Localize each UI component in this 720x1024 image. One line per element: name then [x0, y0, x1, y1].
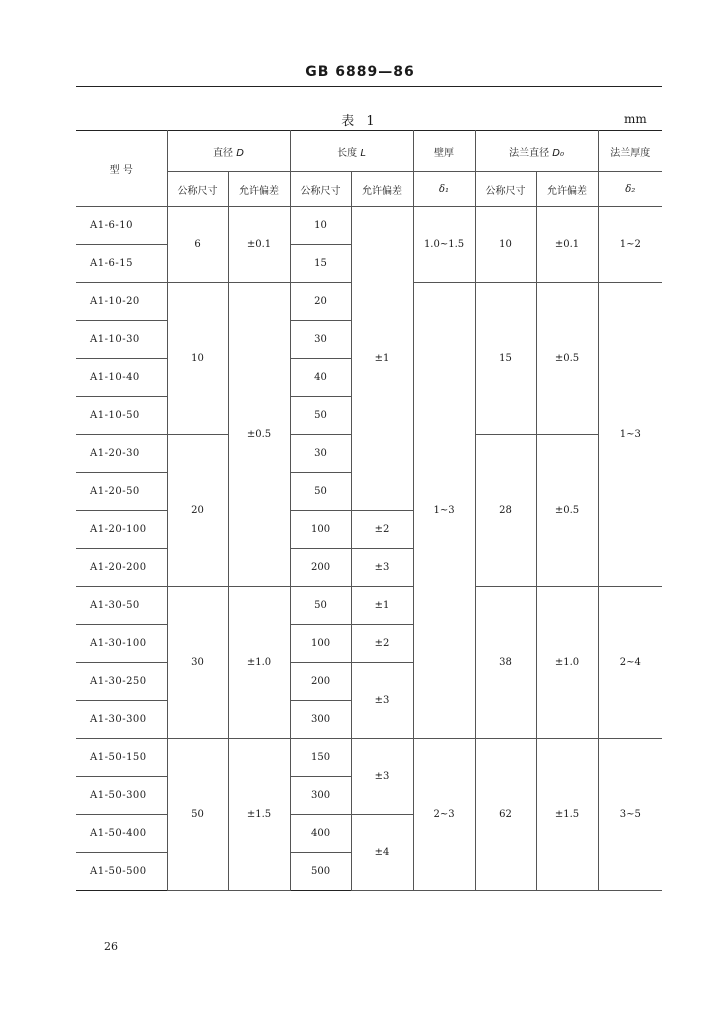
- l-tolerance-cell: ±2: [351, 625, 413, 663]
- d-tolerance-cell: ±1.5: [228, 739, 290, 891]
- header-d0-tolerance: 允许偏差: [536, 172, 598, 207]
- model-cell: A1-30-50: [76, 587, 167, 625]
- model-cell: A1-10-30: [76, 321, 167, 359]
- model-cell: A1-6-10: [76, 207, 167, 245]
- length-cell: 40: [290, 359, 351, 397]
- length-cell: 100: [290, 511, 351, 549]
- length-cell: 200: [290, 549, 351, 587]
- header-d0-nominal: 公称尺寸: [475, 172, 536, 207]
- l-tolerance-cell: ±3: [351, 739, 413, 815]
- l-tolerance-cell: ±1: [351, 207, 413, 511]
- length-cell: 10: [290, 207, 351, 245]
- d0-nominal-cell: 15: [475, 283, 536, 435]
- d-nominal-cell: 10: [167, 283, 228, 435]
- unit-label: mm: [624, 112, 647, 126]
- length-cell: 30: [290, 435, 351, 473]
- length-cell: 20: [290, 283, 351, 321]
- length-cell: 15: [290, 245, 351, 283]
- table-row: [76, 207, 662, 245]
- model-cell: A1-10-40: [76, 359, 167, 397]
- d0-tolerance-cell: ±0.1: [536, 207, 598, 283]
- d0-tolerance-cell: ±1.0: [536, 587, 598, 739]
- model-cell: A1-50-400: [76, 815, 167, 853]
- d-nominal-cell: 20: [167, 435, 228, 587]
- length-cell: 50: [290, 587, 351, 625]
- model-cell: A1-10-50: [76, 397, 167, 435]
- header-l-nominal: 公称尺寸: [290, 172, 351, 207]
- model-cell: A1-30-300: [76, 701, 167, 739]
- length-cell: 300: [290, 701, 351, 739]
- page-number: 26: [104, 940, 118, 953]
- d-tolerance-cell: ±0.1: [228, 207, 290, 283]
- model-cell: A1-30-100: [76, 625, 167, 663]
- model-cell: A1-20-100: [76, 511, 167, 549]
- l-tolerance-cell: ±4: [351, 815, 413, 891]
- model-cell: A1-50-150: [76, 739, 167, 777]
- d-nominal-cell: 30: [167, 587, 228, 739]
- length-cell: 30: [290, 321, 351, 359]
- length-cell: 500: [290, 853, 351, 891]
- flange-thickness-cell: 2~4: [598, 587, 662, 739]
- d0-nominal-cell: 62: [475, 739, 536, 891]
- model-cell: A1-30-250: [76, 663, 167, 701]
- header-d-nominal: 公称尺寸: [167, 172, 228, 207]
- flange-thickness-cell: 3~5: [598, 739, 662, 891]
- header-flange-thickness: 法兰厚度: [598, 131, 662, 172]
- model-cell: A1-50-300: [76, 777, 167, 815]
- l-tolerance-cell: ±3: [351, 549, 413, 587]
- length-cell: 50: [290, 397, 351, 435]
- top-rule: [76, 86, 662, 87]
- d-nominal-cell: 6: [167, 207, 228, 283]
- header-model: 型 号: [76, 131, 167, 207]
- length-cell: 200: [290, 663, 351, 701]
- header-flange-diameter: 法兰直径 D₀: [475, 131, 598, 172]
- spec-table: [76, 130, 662, 891]
- header-wall: 壁厚: [413, 131, 475, 172]
- length-cell: 100: [290, 625, 351, 663]
- standard-code: GB 6889—86: [305, 64, 415, 80]
- d0-tolerance-cell: ±0.5: [536, 283, 598, 435]
- length-cell: 400: [290, 815, 351, 853]
- header-flange-thickness-symbol: δ₂: [598, 172, 662, 207]
- header-row-1: [76, 131, 662, 172]
- header-diameter: 直径 D: [167, 131, 290, 172]
- d0-tolerance-cell: ±1.5: [536, 739, 598, 891]
- d-tolerance-cell: ±1.0: [228, 587, 290, 739]
- model-cell: A1-20-30: [76, 435, 167, 473]
- l-tolerance-cell: ±1: [351, 587, 413, 625]
- d0-nominal-cell: 10: [475, 207, 536, 283]
- l-tolerance-cell: ±2: [351, 511, 413, 549]
- table-title: 表 1: [341, 114, 379, 129]
- table-row: [76, 739, 662, 777]
- header-d-tolerance: 允许偏差: [228, 172, 290, 207]
- d0-nominal-cell: 38: [475, 587, 536, 739]
- header-length: 长度 L: [290, 131, 413, 172]
- model-cell: A1-20-50: [76, 473, 167, 511]
- model-cell: A1-50-500: [76, 853, 167, 891]
- flange-thickness-cell: 1~2: [598, 207, 662, 283]
- model-cell: A1-10-20: [76, 283, 167, 321]
- length-cell: 300: [290, 777, 351, 815]
- length-cell: 50: [290, 473, 351, 511]
- wall-cell: 2~3: [413, 739, 475, 891]
- length-cell: 150: [290, 739, 351, 777]
- wall-cell: 1~3: [413, 283, 475, 739]
- table-row: [76, 587, 662, 625]
- model-cell: A1-20-200: [76, 549, 167, 587]
- wall-cell: 1.0~1.5: [413, 207, 475, 283]
- d-tolerance-cell: ±0.5: [228, 283, 290, 587]
- d-nominal-cell: 50: [167, 739, 228, 891]
- header-l-tolerance: 允许偏差: [351, 172, 413, 207]
- header-wall-symbol: δ₁: [413, 172, 475, 207]
- flange-thickness-cell: 1~3: [598, 283, 662, 587]
- d0-nominal-cell: 28: [475, 435, 536, 587]
- model-cell: A1-6-15: [76, 245, 167, 283]
- d0-tolerance-cell: ±0.5: [536, 435, 598, 587]
- l-tolerance-cell: ±3: [351, 663, 413, 739]
